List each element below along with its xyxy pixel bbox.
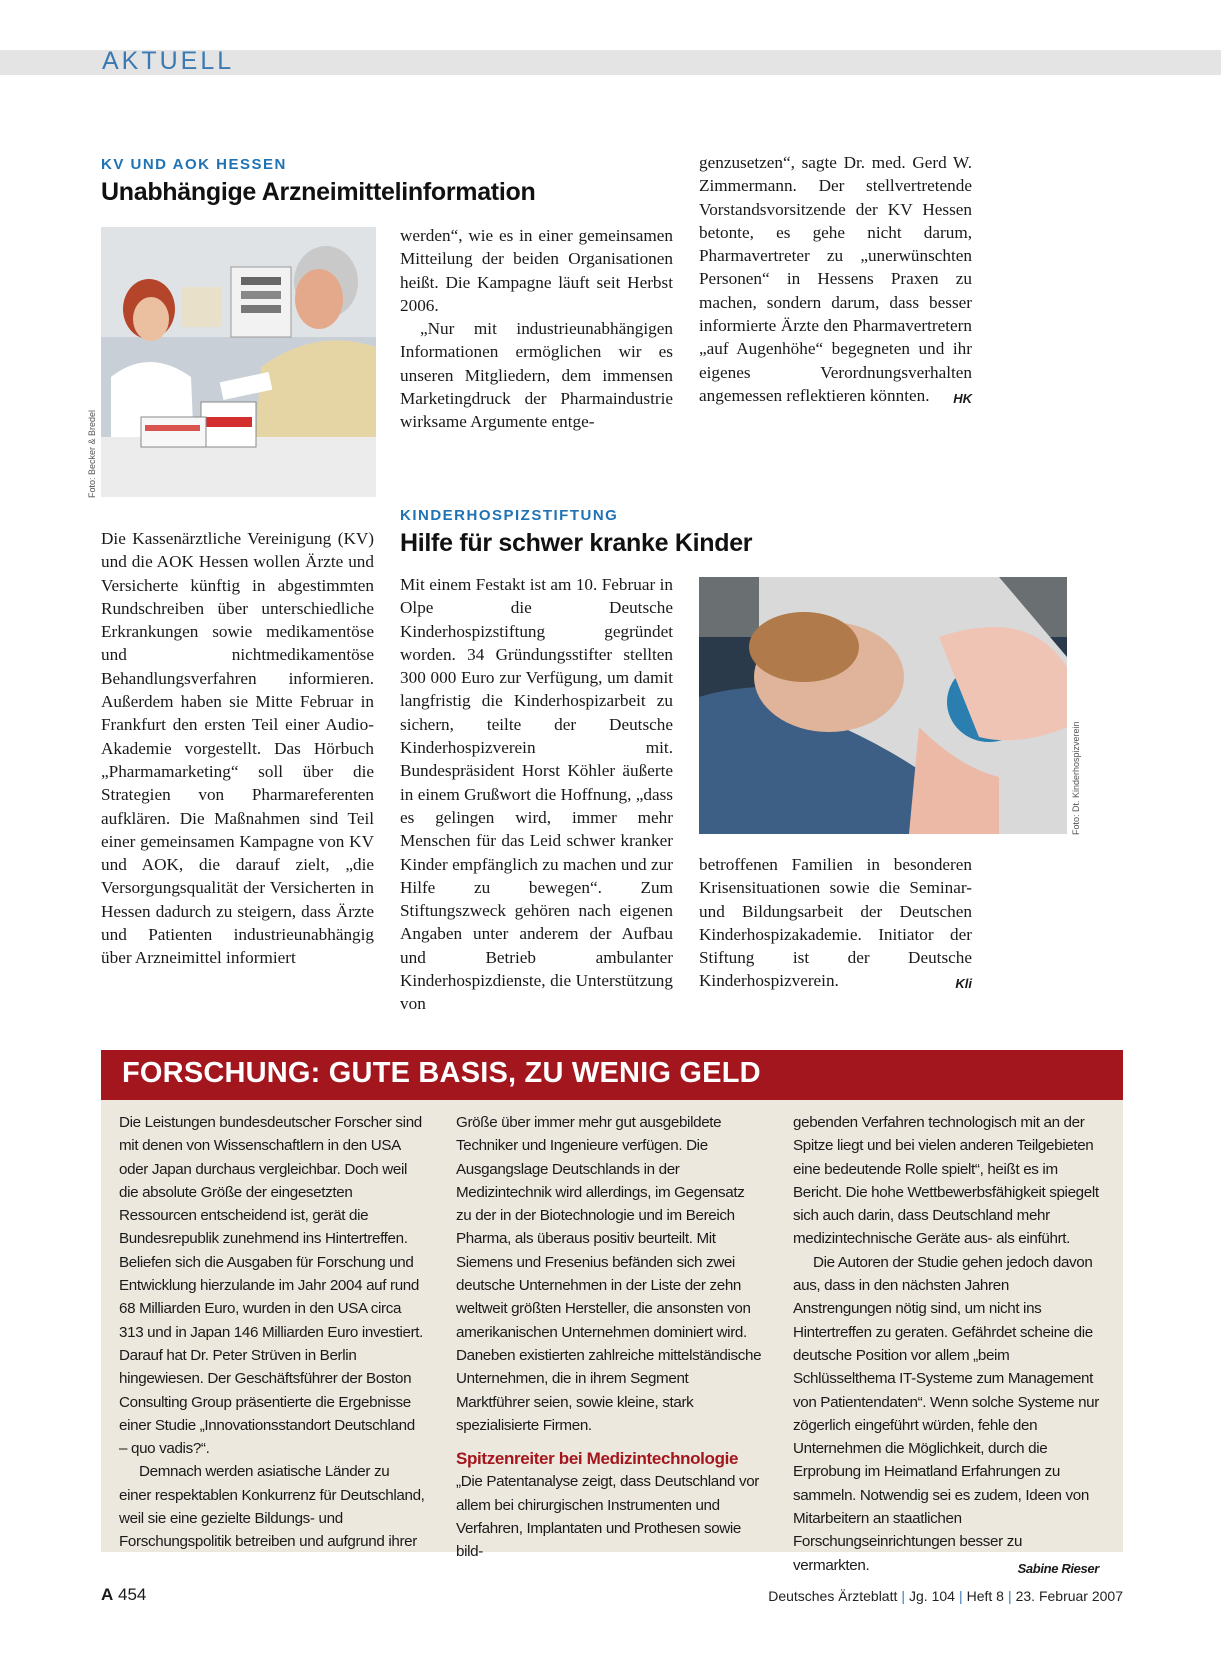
box-col2-p1: Größe über immer mehr gut ausgebildete Techniker und Ingenieure verfügen. Die Ausgangslage Deutschlands in der Medizintechnik wird allerdings, im Gegensatz zu der in der Biotechnologie und im Bereich Pharma, als überaus positiv beurteilt. Mit Siemens und Fresenius befänden sich zwei deutsche Unternehmen in der Liste der zehn weltweit größten Hersteller, die ansonsten von amerikanischen Unternehmen dominiert wird. Daneben existierten zahlreiche mittelständische Unternehmen, die in ihrem Segment Marktführer seien, sowie kleine, stark spezialisierte Firmen.: [456, 1114, 762, 1434]
article1-col3-text: genzusetzen“, sagte Dr. med. Gerd W. Zimmermann. Der stellvertretende Vorstandsvorsitzende der KV Hessen betonte, es gehe nicht darum, Pharmavertreter zu „unerwünschten Personen“ in Hessens Praxen zu machen, sondern darum, dass besser informierte Ärzte den Pharmavertretern „auf Augenhöhe“ begegneten und ihr eigenes Verordnungsverhalten angemessen reflektieren könnten.: [699, 153, 972, 405]
box-col3-p2: Die Autoren der Studie gehen jedoch davon aus, dass in den nächsten Jahren Anstrengungen nötig sind, um nicht ins Hintertreffen zu geraten. Gefährdet scheine die deutsche Position vor allem „beim Schlüsselthema IT-Systeme zum Management von Patientendaten“. Wenn solche Systeme nur zögerlich eingeführt würden, fehle den Unternehmen die Möglichkeit, durch die Erprobung im Heimatland Erfahrungen zu sammeln. Notwendig sei es zudem, Ideen von Mitarbeitern an staatlichen Forschungseinrichtungen besser zu vermarkten.: [793, 1253, 1099, 1574]
article1-col2-p1: werden“, wie es in einer gemeinsamen Mitteilung der beiden Organisationen heißt. Die Kampagne läuft seit Herbst 2006.: [400, 226, 673, 315]
page-number: A 454: [101, 1585, 147, 1604]
research-box-column-3: [793, 1111, 1099, 1580]
research-box-column-1: [119, 1111, 425, 1554]
box-col1-p2: Demnach werden asiatische Länder zu einer respektablen Konkurrenz für Deutschland, weil sie eine gezielte Bildungs- und Forschungspolitik betreiben und aufgrund ihrer: [119, 1463, 425, 1551]
research-box-column-2: [456, 1111, 762, 1564]
article2-photo-credit: Foto: Dt. Kinderhospizverein: [1071, 721, 1081, 835]
article1-headline: Unabhängige Arzneimittelinformation: [101, 178, 536, 206]
article2-col2-text: betroffenen Familien in besonderen Krisensituationen sowie die Seminar- und Bildungsarbeit der Deutschen Kinderhospizakademie. Initiator der Stiftung ist der Deutsche Kinderhospizverein.: [699, 855, 972, 991]
journal-date: 23. Februar 2007: [1015, 1588, 1123, 1604]
box-col2-p2: „Die Patentanalyse zeigt, dass Deutschland vor allem bei chirurgischen Instrumenten und Verfahren, Implantaten und Prothesen sowie bild-: [456, 1473, 760, 1561]
research-box-title: FORSCHUNG: GUTE BASIS, ZU WENIG GELD: [122, 1057, 761, 1089]
article1-signature: HK: [953, 390, 972, 406]
box-signature: Sabine Rieser: [1017, 1560, 1099, 1576]
article1-kicker: KV UND AOK HESSEN: [101, 156, 287, 173]
article1-photo: [101, 227, 376, 497]
article2-headline: Hilfe für schwer kranke Kinder: [400, 529, 753, 557]
journal-name: Deutsches Ärzteblatt: [768, 1588, 898, 1604]
journal-volume: Jg. 104: [909, 1588, 955, 1604]
journal-issue: Heft 8: [966, 1588, 1004, 1604]
article2-kicker: KINDERHOSPIZSTIFTUNG: [400, 507, 619, 524]
section-label: AKTUELL: [102, 47, 235, 75]
article1-column-1: [101, 527, 374, 970]
article1-photo-credit: Foto: Becker & Bredel: [87, 409, 97, 498]
article2-photo: [699, 577, 1067, 834]
article2-column-2: [699, 853, 972, 996]
box-subhead: Spitzenreiter bei Medizintechnologie: [456, 1449, 739, 1469]
article2-column-1: [400, 573, 673, 1016]
box-col1-p1: Die Leistungen bundesdeutscher Forscher sind mit denen von Wissenschaftlern in den USA oder Japan durchaus vergleichbar. Doch weil die absolute Größe der eingesetzten Ressourcen entscheidend ist, gerät die Bundesrepublik zunehmend ins Hintertreffen. Beliefen sich die Ausgaben für Forschung und Entwicklung hierzulande im Jahr 2004 auf rund 68 Milliarden Euro, wurden in den USA circa 313 und in Japan 146 Milliarden Euro investiert. Darauf hat Dr. Peter Strüven in Berlin hingewiesen. Der Geschäftsführer der Boston Consulting Group präsentierte die Ergebnisse einer Studie „Innovationsstandort Deutschland – quo vadis?“.: [119, 1114, 424, 1458]
box-col3-p1: gebenden Verfahren technologisch mit an der Spitze liegt und bei vielen anderen Teilgebieten eine bedeutende Rolle spielt“, heißt es im Bericht. Die hohe Wettbewerbsfähigkeit spiegelt sich auch darin, dass Deutschland mehr medizintechnische Geräte aus- als einführt.: [793, 1114, 1099, 1248]
article1-col1-text: Die Kassenärztliche Vereinigung (KV) und die AOK Hessen wollen Ärzte und Versicherte künftig in abgestimmten Rundschreiben über unterschiedliche Erkrankungen sowie medikamentöse und nichtmedikamentöse Behandlungsverfahren informieren. Außerdem haben sie Mitte Februar in Frankfurt den ersten Teil einer Audio-Akademie vorgestellt. Das Hörbuch „Pharmamarketing“ soll über die Strategien von Pharmareferenten aufklären. Die Maßnahmen sind Teil einer gemeinsamen Kampagne von KV und AOK, die darauf zielt, „die Versorgungsqualität der Versicherten in Hessen dadurch zu steigern, dass Ärzte und Patienten industrieunabhängig über Arzneimittel informiert: [101, 529, 374, 968]
article2-signature: Kli: [955, 976, 972, 992]
article1-column-2: [400, 224, 673, 434]
article2-col1-text: Mit einem Festakt ist am 10. Februar in Olpe die Deutsche Kinderhospizstiftung gegründet worden. 34 Gründungsstifter stellten 300 000 Euro zur Verfügung, um damit langfristig die Kinderhospizarbeit zu sichern, teilte der Deutsche Kinderhospizverein mit. Bundespräsident Horst Köhler äußerte in einem Grußwort die Hoffnung, „dass es gelingen wird, immer mehr Menschen für das Leid schwer kranker Kinder empfänglich zu machen und zur Hilfe zu bewegen“. Zum Stiftungszweck gehören nach eigenen Angaben unter anderem der Aufbau und Betrieb ambulanter Kinderhospizdienste, die Unterstützung von: [400, 575, 673, 1014]
article1-col2-p2: „Nur mit industrieunabhängigen Informationen ermöglichen wir es unseren Mitgliedern, dem immensen Marketingdruck der Pharmaindustrie wirksame Argumente entge-: [400, 319, 673, 432]
publication-info: Deutsches Ärzteblatt | Jg. 104 | Heft 8 | 23. Februar 2007: [768, 1588, 1123, 1604]
article1-column-3: [699, 151, 972, 410]
